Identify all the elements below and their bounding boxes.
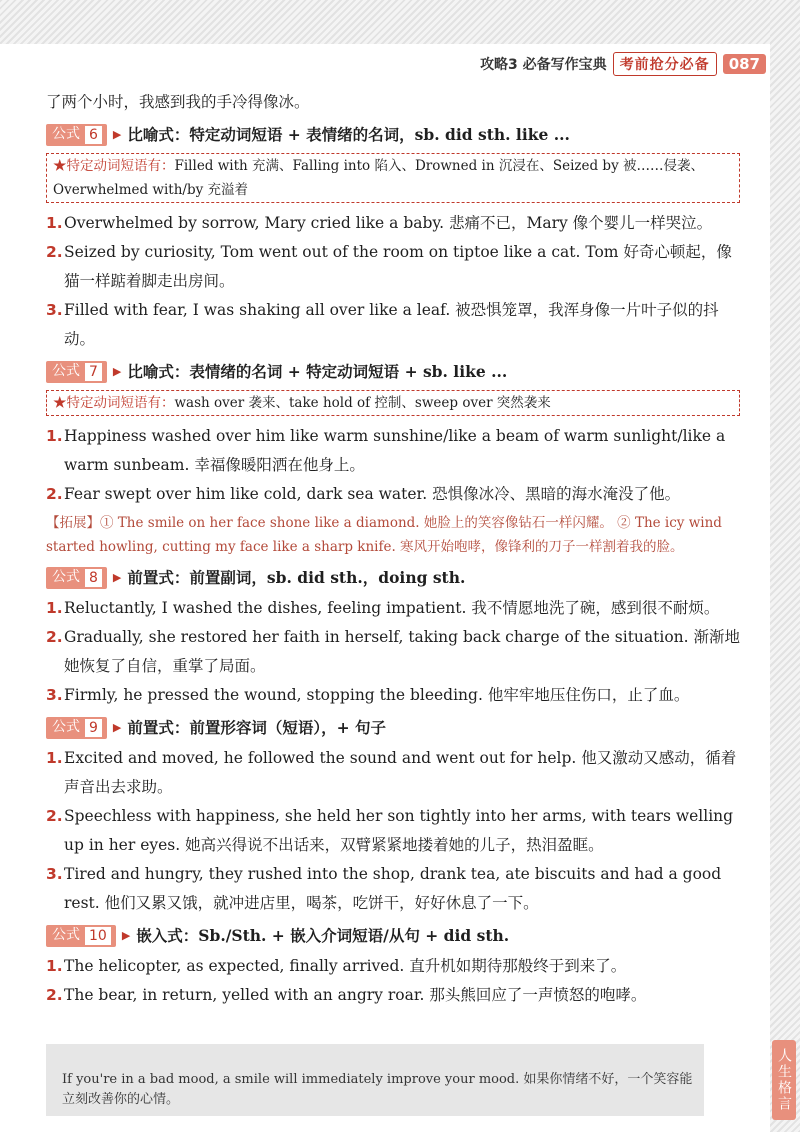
list-item: 1. The helicopter, as expected, finally arrived. 直升机如期待那般终于到来了。 <box>46 957 627 975</box>
list-item: 1. Reluctantly, I washed the dishes, feeling impatient. 我不情愿地洗了碗，感到很不耐烦。 <box>46 599 720 617</box>
formula-title: 比喻式：表情绪的名词 + 特定动词短语 + sb. like ... <box>127 362 508 381</box>
formula-tag: 公式 10 <box>46 925 116 947</box>
formula-10-header <box>46 921 740 950</box>
footer-quote: If you're in a bad mood, a smile will immediately improve your mood. 如果你情绪不好，一个笑容能立刻改善你的心情。 <box>62 1072 693 1107</box>
formula-title: 嵌入式：Sb./Sth. + 嵌入介词短语/从句 + did sth. <box>136 926 510 945</box>
intro-line: 了两个小时，我感到我的手冷得像冰。 <box>46 93 310 111</box>
arrow-icon: ▶ <box>121 929 131 942</box>
list-item: 2. Speechless with happiness, she held her son tightly into her arms, with tears welling up in her eyes. 她高兴得说不出话来，双臂紧紧地搂着她的儿子，热泪盈眶。 <box>46 807 734 854</box>
section-badge: 考前抢分必备 <box>613 52 717 76</box>
formula-title: 前置式：前置副词，sb. did sth.，doing sth. <box>127 568 466 587</box>
side-tab: 人生格言 <box>772 1040 796 1120</box>
main-content <box>46 88 740 1010</box>
formula-9-header <box>46 713 740 742</box>
arrow-icon: ▶ <box>112 365 122 378</box>
list-item: 2. The bear, in return, yelled with an angry roar. 那头熊回应了一声愤怒的咆哮。 <box>46 986 647 1004</box>
list-item: 1. Excited and moved, he followed the sound and went out for help. 他又激动又感动，循着声音出去求助。 <box>46 749 737 796</box>
formula-tag: 公式 6 <box>46 124 107 146</box>
list-item: 1. Overwhelmed by sorrow, Mary cried like a baby. 悲痛不已，Mary 像个婴儿一样哭泣。 <box>46 214 713 232</box>
list-item: 2. Fear swept over him like cold, dark sea water. 恐惧像冰冷、黑暗的海水淹没了他。 <box>46 485 681 503</box>
arrow-icon: ▶ <box>112 128 122 141</box>
chapter-title: 攻略3 必备写作宝典 <box>480 57 607 73</box>
formula-tag: 公式 9 <box>46 717 107 739</box>
arrow-icon: ▶ <box>112 571 122 584</box>
right-decor-band <box>770 0 800 1132</box>
formula-title: 比喻式：特定动词短语 + 表情绪的名词，sb. did sth. like ... <box>127 125 570 144</box>
formula-7-header <box>46 357 740 386</box>
top-decor-band <box>0 0 800 44</box>
extension-note: 【拓展】① The smile on her face shone like a diamond. 她脸上的笑容像钻石一样闪耀。 ② The icy wind started howling, cutting my face like a sharp knife. 寒风开始咆哮，像锋利的刀子一样割着我的脸。 <box>46 515 722 555</box>
formula-title: 前置式：前置形容词（短语），+ 句子 <box>127 718 387 737</box>
note-box: ★特定动词短语有：wash over 袭来、take hold of 控制、sweep over 突然袭来 <box>46 390 740 416</box>
list-item: 2. Gradually, she restored her faith in herself, taking back charge of the situation. 渐渐地她恢复了自信，重掌了局面。 <box>46 628 741 675</box>
page-number: 087 <box>723 54 766 74</box>
page-header <box>480 52 766 76</box>
arrow-icon: ▶ <box>112 721 122 734</box>
list-item: 3. Firmly, he pressed the wound, stopping the bleeding. 他牢牢地压住伤口，止了血。 <box>46 686 690 704</box>
formula-tag: 公式 7 <box>46 361 107 383</box>
list-item: 3. Tired and hungry, they rushed into the shop, drank tea, ate biscuits and had a good rest. 他们又累又饿，就冲进店里，喝茶，吃饼干，好好休息了一下。 <box>46 865 722 912</box>
list-item: 3. Filled with fear, I was shaking all over like a leaf. 被恐惧笼罩，我浑身像一片叶子似的抖动。 <box>46 301 719 348</box>
note-box: ★特定动词短语有：Filled with 充满、Falling into 陷入、Drowned in 沉浸在、Seized by 被……侵袭、Overwhelmed with/by 充溢着 <box>46 153 740 203</box>
list-item: 2. Seized by curiosity, Tom went out of the room on tiptoe like a cat. Tom 好奇心顿起，像猫一样踮着脚走出房间。 <box>46 243 732 290</box>
formula-6-header <box>46 120 740 149</box>
formula-tag: 公式 8 <box>46 567 107 589</box>
list-item: 1. Happiness washed over him like warm sunshine/like a beam of warm sunlight/like a warm sunbeam. 幸福像暖阳洒在他身上。 <box>46 427 726 474</box>
formula-8-header <box>46 563 740 592</box>
